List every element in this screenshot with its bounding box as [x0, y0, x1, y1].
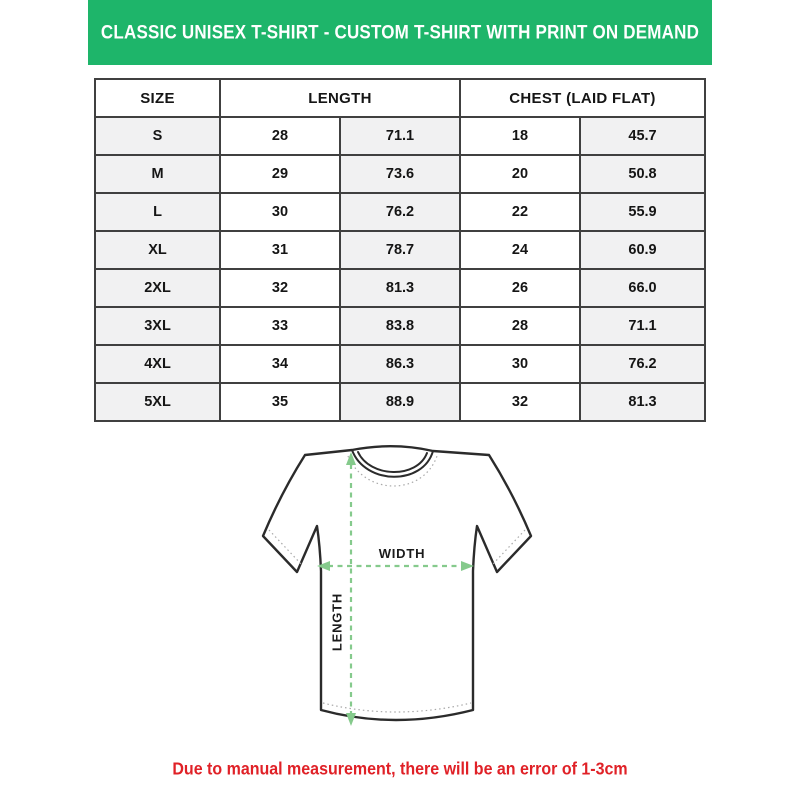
table-row — [95, 307, 705, 345]
cell-chest-cm: 66.0 — [580, 269, 705, 307]
cell-size: S — [95, 117, 220, 155]
tshirt-drawing — [253, 441, 543, 747]
cell-chest-cm: 45.7 — [580, 117, 705, 155]
cell-length-cm: 71.1 — [340, 117, 460, 155]
table-row — [95, 231, 705, 269]
header-row — [95, 79, 705, 117]
cell-chest-cm: 76.2 — [580, 345, 705, 383]
cell-chest-in: 22 — [460, 193, 580, 231]
cell-length-cm: 83.8 — [340, 307, 460, 345]
cell-length-cm: 76.2 — [340, 193, 460, 231]
cell-length-cm: 73.6 — [340, 155, 460, 193]
cell-length-in: 31 — [220, 231, 340, 269]
table-row — [95, 345, 705, 383]
header-length: LENGTH — [220, 79, 460, 117]
tshirt-outline — [263, 446, 531, 720]
page-title: CLASSIC UNISEX T-SHIRT - CUSTOM T-SHIRT WITH PRINT ON DEMAND — [100, 21, 700, 43]
header-chest: CHEST (LAID FLAT) — [460, 79, 705, 117]
tshirt-diagram — [253, 441, 543, 747]
cell-size: XL — [95, 231, 220, 269]
measurement-note: Due to manual measurement, there will be an error of 1-3cm — [172, 760, 628, 779]
cell-size: 5XL — [95, 383, 220, 421]
cell-chest-in: 26 — [460, 269, 580, 307]
table-row — [95, 117, 705, 155]
cell-chest-in: 18 — [460, 117, 580, 155]
cell-size: M — [95, 155, 220, 193]
table-row — [95, 269, 705, 307]
cell-chest-in: 28 — [460, 307, 580, 345]
cell-size: 4XL — [95, 345, 220, 383]
table-row — [95, 155, 705, 193]
cell-chest-cm: 71.1 — [580, 307, 705, 345]
cell-size: 3XL — [95, 307, 220, 345]
table-row — [95, 193, 705, 231]
size-chart-header — [95, 79, 705, 117]
table-row — [95, 383, 705, 421]
cell-length-cm: 81.3 — [340, 269, 460, 307]
cell-length-cm: 86.3 — [340, 345, 460, 383]
cell-size: L — [95, 193, 220, 231]
cell-size: 2XL — [95, 269, 220, 307]
length-label: LENGTH — [329, 592, 345, 652]
cell-length-in: 29 — [220, 155, 340, 193]
cell-length-cm: 88.9 — [340, 383, 460, 421]
cell-chest-cm: 55.9 — [580, 193, 705, 231]
header-size: SIZE — [95, 79, 220, 117]
cell-chest-in: 30 — [460, 345, 580, 383]
cell-chest-cm: 81.3 — [580, 383, 705, 421]
cell-length-in: 34 — [220, 345, 340, 383]
cell-chest-in: 20 — [460, 155, 580, 193]
size-chart-body — [95, 117, 705, 421]
cell-chest-in: 24 — [460, 231, 580, 269]
cell-length-cm: 78.7 — [340, 231, 460, 269]
cell-length-in: 30 — [220, 193, 340, 231]
length-arrowhead-bottom — [346, 713, 356, 726]
cell-length-in: 28 — [220, 117, 340, 155]
cell-chest-in: 32 — [460, 383, 580, 421]
size-chart-table — [94, 78, 706, 422]
cell-chest-cm: 50.8 — [580, 155, 705, 193]
cell-chest-cm: 60.9 — [580, 231, 705, 269]
cell-length-in: 33 — [220, 307, 340, 345]
cell-length-in: 35 — [220, 383, 340, 421]
cell-length-in: 32 — [220, 269, 340, 307]
width-label: WIDTH — [378, 546, 426, 561]
title-banner — [88, 0, 712, 65]
